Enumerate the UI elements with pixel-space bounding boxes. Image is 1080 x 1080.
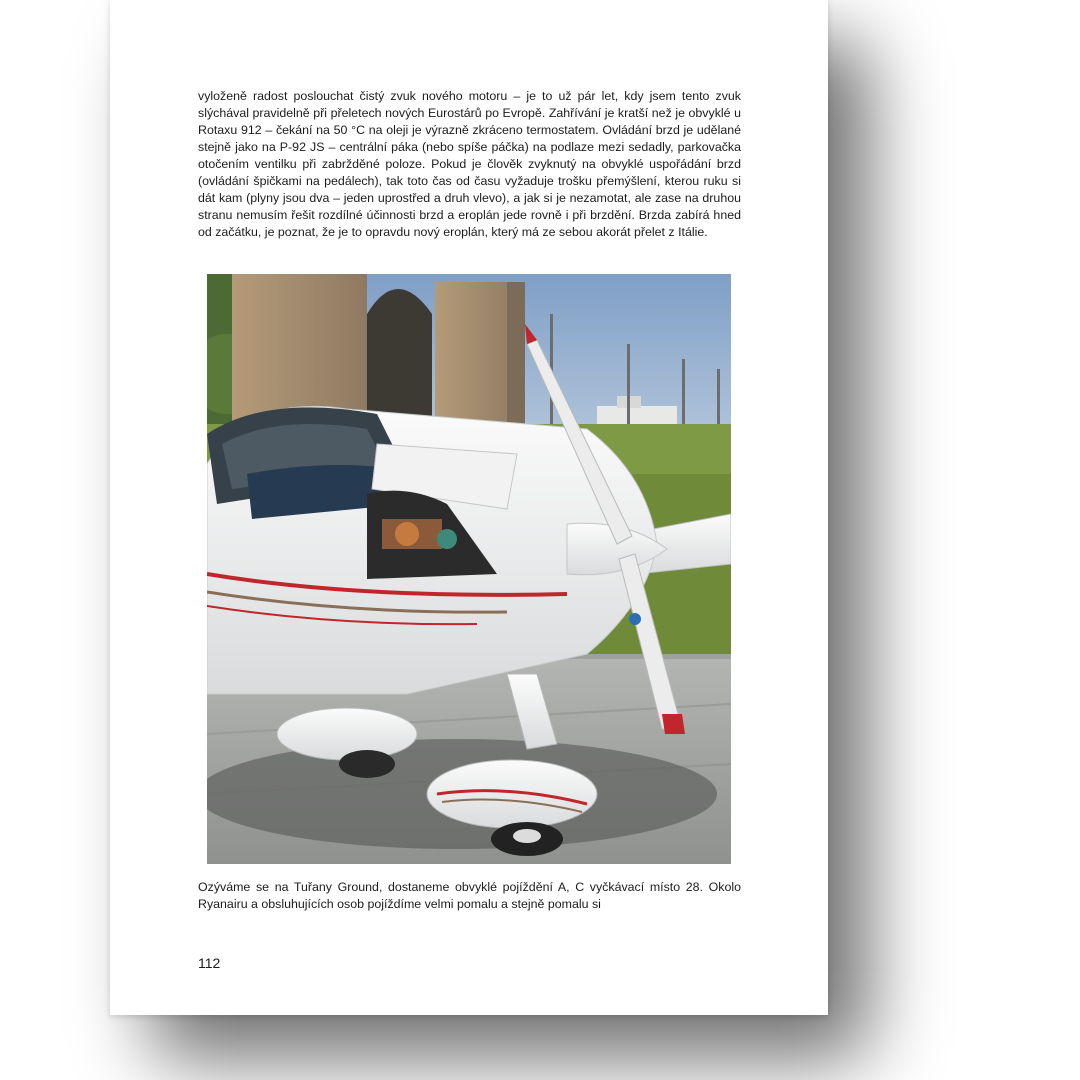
page-number: 112 (198, 955, 221, 971)
paragraph-bottom: Ozýváme se na Tuřany Ground, dostaneme obvyklé pojíždění A, C vyčkávací místo 28. Okolo Ryanairu a obsluhujících osob pojíždíme velmi pomalu a stejně pomalu si (198, 880, 741, 911)
book-page (110, 0, 828, 1015)
aircraft-photo (207, 274, 731, 864)
aircraft-photo-illustration (207, 274, 731, 864)
paragraph-top: vyloženě radost poslouchat čistý zvuk nového motoru – je to už pár let, kdy jsem tento zvuk slýchával pravidelně při přeletech nových Eurostárů po Evropě. Zahřívání je kratší než je obvyklé u Rotaxu 912 – čekání na 50 °C na oleji je výrazně zkráceno termostatem. Ovládání brzd je udělané stejně jako na P-92 JS – centrální páka (nebo spíše páčka) na podlaze mezi sedadly, parkovačka otočením ventilku při zabržděné poloze. Pokud je člověk zvyknutý na obvyklé uspořádání brzd (ovládání špičkami na pedálech), tak toto čas od času vyžaduje trošku přemýšlení, kterou ruku si dát kam (plyny jsou dva – jeden uprostřed a druh vlevo), a jak si je nezamotat, ale zase na druhou stranu nemusím řešit rozdílné účinnosti brzd a eroplán jede rovně i při brzdění. Brzda zabírá hned od začátku, je poznat, že je to opravdu nový eroplán, který má ze sebou akorát přelet z Itálie. (198, 89, 741, 239)
